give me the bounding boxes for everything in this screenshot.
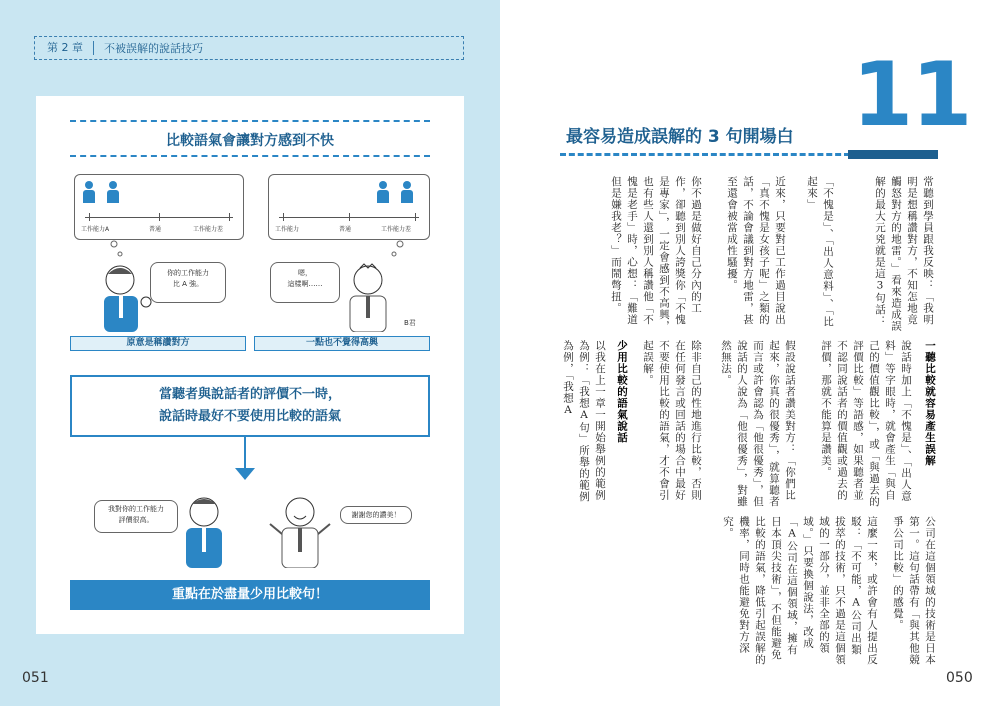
mini-figure-a xyxy=(377,181,389,203)
listener-tag: B君 xyxy=(404,319,416,327)
section-title: 最容易造成誤解的 3 句開場白 xyxy=(566,127,794,147)
scale-box-left xyxy=(74,174,244,240)
key-point-line-2: 說話時最好不要使用比較的語氣 xyxy=(158,409,341,424)
bottom-banner: 重點在於盡量少用比較句！ xyxy=(70,580,430,610)
body-column-10: 這麼一來，或許會有人提出反駁：「不可能，A公司出類拔萃的技術，只不過是這個領域的一部分，並非全部的領域。」只要換個說法，改成「A公司在這個領域，擁有日本頂尖技術」，不但能避免比較的語氣，降低引起誤解的機率，同時也能避免對方深究。 xyxy=(722,516,878,666)
speech-bubble-bottom-left: 我對你的工作能力 評價很高。 xyxy=(94,500,178,533)
key-point-line-1: 當聽者與說話者的評價不一時， xyxy=(158,387,341,402)
body-column-2: 「不愧是」、「出人意料」、「比起來」 xyxy=(806,176,834,328)
panel-top-dash xyxy=(70,120,430,122)
right-page xyxy=(500,0,999,706)
panel-title-dash xyxy=(70,155,430,157)
caption-right: 一點也不覺得高興 xyxy=(254,336,430,351)
scale-box-right xyxy=(268,174,430,240)
chapter-header xyxy=(34,36,464,60)
body-column-7: 除非自己的性地進行比較，否則在任何發言或回話的場合中最好不要使用比較的語氣，才不會引起誤解。 xyxy=(642,340,702,501)
key-point-box xyxy=(70,375,430,437)
body-column-9: 公司在這個領域的技術是日本第一。這句話帶有「與其他競爭公司比較」的感覺。 xyxy=(892,516,936,666)
body-column-4: 你不過是做好自己分內的工作，卻聽到別人誇獎你「不愧是專家」，一定會感到不高興，也有些人還到別人稱讚他「不愧是老手」時，心想：「難道但是嫌我老？」而鬧彆扭。 xyxy=(610,176,702,332)
down-arrow-icon xyxy=(235,468,255,480)
body-column-1: 常聽到學員跟我反映：「我明明是想稱讚對方，不知怎地竟觸怒對方的地雷。」看來造成誤解的最大元兇就是這3句話： xyxy=(874,176,934,332)
body-column-3: 近來，只要對已工作過目說出「真不愧是女孩子呢」之類的話，不論會議到對方地雷，甚至還會被當成性騷擾。 xyxy=(726,176,786,326)
panel-title: 比較語氣會讓對方感到不快 xyxy=(166,133,334,149)
mini-figure-b xyxy=(83,181,95,203)
section-title-bar xyxy=(848,150,938,159)
tick-label: 工作能力 xyxy=(275,226,300,233)
tick-label: 工作能力A xyxy=(81,226,110,233)
mini-figure-a xyxy=(107,181,119,203)
happy-listener-icon xyxy=(268,494,332,568)
speech-bubble-right: 嗯， 這樣啊…… xyxy=(270,262,340,303)
section-title-dash xyxy=(560,153,850,156)
tick-label: 工作能力差 xyxy=(193,226,224,233)
praising-speaker-icon xyxy=(180,494,236,568)
chapter-title: 不被誤解的說話技巧 xyxy=(104,42,203,55)
body-column-6: 假設說話者讚美對方：「你們比起來，你真的很優秀」，就算聽者而言或許會認為「他很優秀」，但說話的人說為「他很優秀」，對雖然無法。 xyxy=(720,340,796,508)
page-number-left: 051 xyxy=(22,670,49,686)
page-number-right: 050 xyxy=(946,670,973,686)
tick-label: 工作能力差 xyxy=(381,226,412,233)
speaker-figure-icon xyxy=(98,262,158,332)
tick-label: 普通 xyxy=(149,226,162,233)
caption-left: 原意是稱讚對方 xyxy=(70,336,246,351)
tick-label: 普通 xyxy=(339,226,352,233)
speech-bubble-left: 你的工作能力 比 A 強。 xyxy=(150,262,226,303)
heading-comparison: 一聽比較就容易產生誤解 xyxy=(924,340,936,467)
body-column-5: 說話時加上「不愧是」、「出人意料」等字眼時，就會產生「與自己的價值觀比較」，或「與過去的評價比較」等語感，如果聽者並不認同說話者的價值觀或過去的評價，那就不能算是讚美。 xyxy=(820,340,912,508)
section-number: 11 xyxy=(852,43,971,146)
body-column-8: 以我在上一章一開始舉例的範例為例：「我想A句」所舉的範例為例，「我想A xyxy=(562,340,606,503)
chapter-label: 第 2 章 xyxy=(35,41,94,55)
heading-less-comparison: 少用比較的語氣說話 xyxy=(616,340,628,444)
mini-figure-b xyxy=(401,181,413,203)
speech-bubble-bottom-right: 謝謝您的讚美！ xyxy=(340,506,412,524)
listener-figure-icon xyxy=(344,262,394,332)
